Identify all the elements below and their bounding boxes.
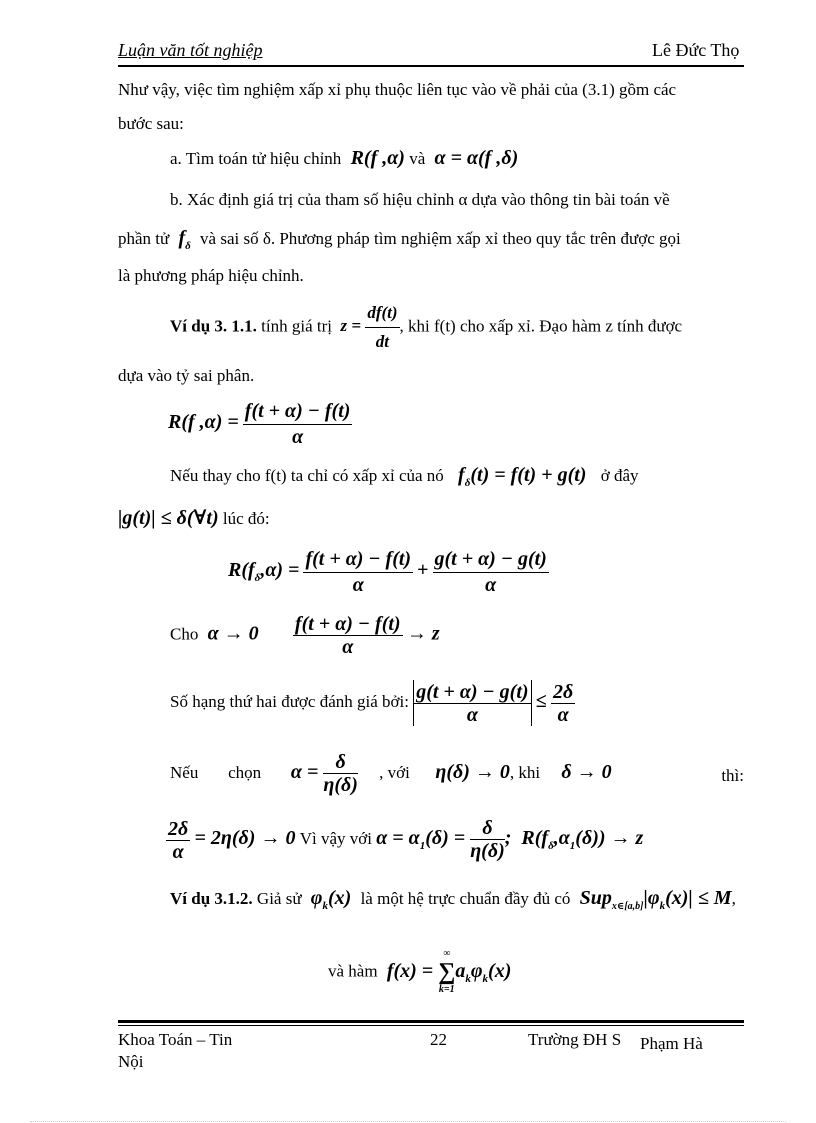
- footer-rule-top: [118, 1020, 744, 1023]
- step-b-line-1: b. Xác định giá trị của tham số hiệu chỉnh α dựa vào thông tin bài toán về: [170, 190, 670, 209]
- formula-two-delta-over-alpha-2: $\frac{2\delta}{\alpha}$: [168, 817, 189, 863]
- second-term-text: Số hạng thứ hai được đánh giá bởi:: [170, 691, 409, 711]
- choose-text: chọn: [228, 763, 262, 783]
- step-a-text: a. Tìm toán tử hiệu chỉnh: [170, 149, 342, 168]
- formula-series: f(x) = ∞ ∑ k=1 $a_k\varphi_k(x)$: [381, 948, 512, 995]
- then-text: thì:: [721, 766, 744, 785]
- formula-quotient-limit: $\frac{f(t + \alpha) - f(t)}{\alpha}$: [294, 613, 401, 658]
- formula-delta-to-zero: δ → 0: [561, 761, 612, 784]
- formula-alpha1: $\alpha = \alpha_1(\delta)$ = $\frac{\delta}{\eta(\delta)}$ ; $R(f_\delta,\alpha_1(\delta)) \to z$: [376, 817, 644, 862]
- header-author: Lê Đức Thọ: [652, 40, 740, 60]
- when2-text: , khi: [509, 763, 541, 783]
- cho-text: Cho: [170, 624, 199, 644]
- header-title: Luận văn tốt nghiệp: [118, 40, 263, 60]
- footer-university-cont: Phạm Hà: [640, 1034, 703, 1053]
- formula-f-delta-sum: $f_\delta(t) = f(t) + g(t)$: [448, 464, 597, 489]
- step-a: [170, 148, 518, 169]
- page-edge: [30, 1121, 786, 1122]
- formula-alpha-choice: α = $\frac{\delta}{\eta(\delta)}$: [290, 751, 358, 796]
- example-2-label: Ví dụ 3.1.2.: [170, 889, 253, 908]
- example-2-line: Ví dụ 3.1.2. Giả sử $\varphi_k(x)$ là một hệ trực chuẩn đầy đủ có $Sup_{x\in[a,b]}|\varphi_k(x)| \le M$,: [170, 887, 736, 912]
- footer-faculty-cont: Nội: [118, 1052, 144, 1071]
- when-line: [118, 508, 270, 529]
- therefore-text: Vì vậy với: [299, 829, 372, 849]
- example-1-text: tính giá trị: [261, 316, 332, 336]
- example-2-text: Giả sử: [256, 889, 302, 908]
- formula-g-bound: |g(t)| ≤ δ(∀t): [118, 507, 219, 529]
- formula-difference-quotient: R(f ,α) = $\frac{f(t + \alpha) - f(t)}{\alpha}$: [168, 400, 351, 448]
- step-b-line-3: là phương pháp hiệu chỉnh.: [118, 266, 304, 285]
- footer-faculty: Khoa Toán – Tin: [118, 1030, 233, 1049]
- choose-line: [170, 752, 744, 795]
- formula-f-delta: $f_\delta$: [173, 227, 191, 252]
- footer-university: Trường ĐH S: [528, 1030, 622, 1049]
- formula-eta-to-zero: η(δ) → 0: [435, 761, 510, 784]
- step-b-line-2: [118, 228, 681, 256]
- example-2-mid: là một hệ trực chuẩn đầy đủ có: [360, 889, 571, 908]
- step-b-line-2-pre: phần tử: [118, 229, 170, 248]
- function-line: [328, 948, 511, 996]
- formula-alpha-f-delta: α = α(f ,δ): [429, 147, 519, 169]
- example-1-label: Ví dụ 3. 1.1.: [170, 316, 257, 336]
- limit-line: Cho α → 0 $\frac{f(t + \alpha) - f(t)}{\alpha}$ → z: [170, 613, 440, 658]
- step-b-line-2-post: và sai số δ. Phương pháp tìm nghiệm xấp xỉ theo quy tắc trên được gọi: [200, 229, 681, 248]
- if-line-text: Nếu thay cho f(t) ta chỉ có xấp xỉ của nó: [170, 466, 444, 485]
- formula-z-derivative: z = $\frac{df(t)}{dt}$: [336, 316, 399, 335]
- example-1-line-2: dựa vào tỷ sai phân.: [118, 366, 255, 385]
- example-1-post: , khi f(t) cho xấp xỉ. Đạo hàm z tính được: [399, 316, 683, 336]
- footer-rule-bottom: [118, 1025, 744, 1026]
- header-rule: [118, 65, 744, 67]
- second-term-line: Số hạng thứ hai được đánh giá bởi: $\frac{g(t + \alpha) - g(t)}{\alpha}$ ≤ $\frac{2\delta}{\alpha}$: [170, 680, 574, 726]
- formula-phi-k: $\varphi_k(x)$: [305, 887, 357, 912]
- when-text: lúc đó:: [222, 509, 270, 528]
- if-choose-text: Nếu: [170, 763, 199, 783]
- formula-alpha-to-zero: α → 0: [202, 622, 289, 645]
- formula-sup-bound: $Sup_{x\in[a,b]}|\varphi_k(x)| \le M$: [574, 887, 732, 912]
- and-func-text: và hàm: [328, 961, 378, 981]
- with-text: , với: [379, 763, 410, 783]
- paragraph-1-line-1: Như vậy, việc tìm nghiệm xấp xỉ phụ thuộc liên tục vào về phải của (3.1) gồm các: [118, 80, 677, 99]
- formula-two-delta-over-alpha: $\frac{2\delta}{\alpha}$: [553, 680, 574, 726]
- paragraph-1-line-2: bước sau:: [118, 114, 184, 133]
- example-1-line-1: [170, 300, 682, 355]
- page-number: 22: [430, 1030, 447, 1049]
- and-text: và: [409, 149, 426, 168]
- if-here-text: ở đây: [600, 466, 639, 485]
- therefore-line: $\frac{2\delta}{\alpha}$ = 2η(δ) → 0 Vì vậy với $\alpha = \alpha_1(\delta)$ = $\frac{\delta}{\eta(\delta)}$ ; $R(f_\delta,\alpha_1(\delta)) \to z$: [168, 817, 644, 863]
- formula-g-quotient: $\frac{g(t + \alpha) - g(t)}{\alpha}$: [416, 680, 529, 726]
- if-line: [170, 465, 639, 493]
- formula-R-f-delta: $R(f_\delta,\alpha)$ = $\frac{f(t + \alpha) - f(t)}{\alpha}$ + $\frac{g(t + \alpha) - g(t)}{\alpha}$: [228, 548, 547, 596]
- formula-R-f-alpha: R(f ,α): [345, 147, 405, 169]
